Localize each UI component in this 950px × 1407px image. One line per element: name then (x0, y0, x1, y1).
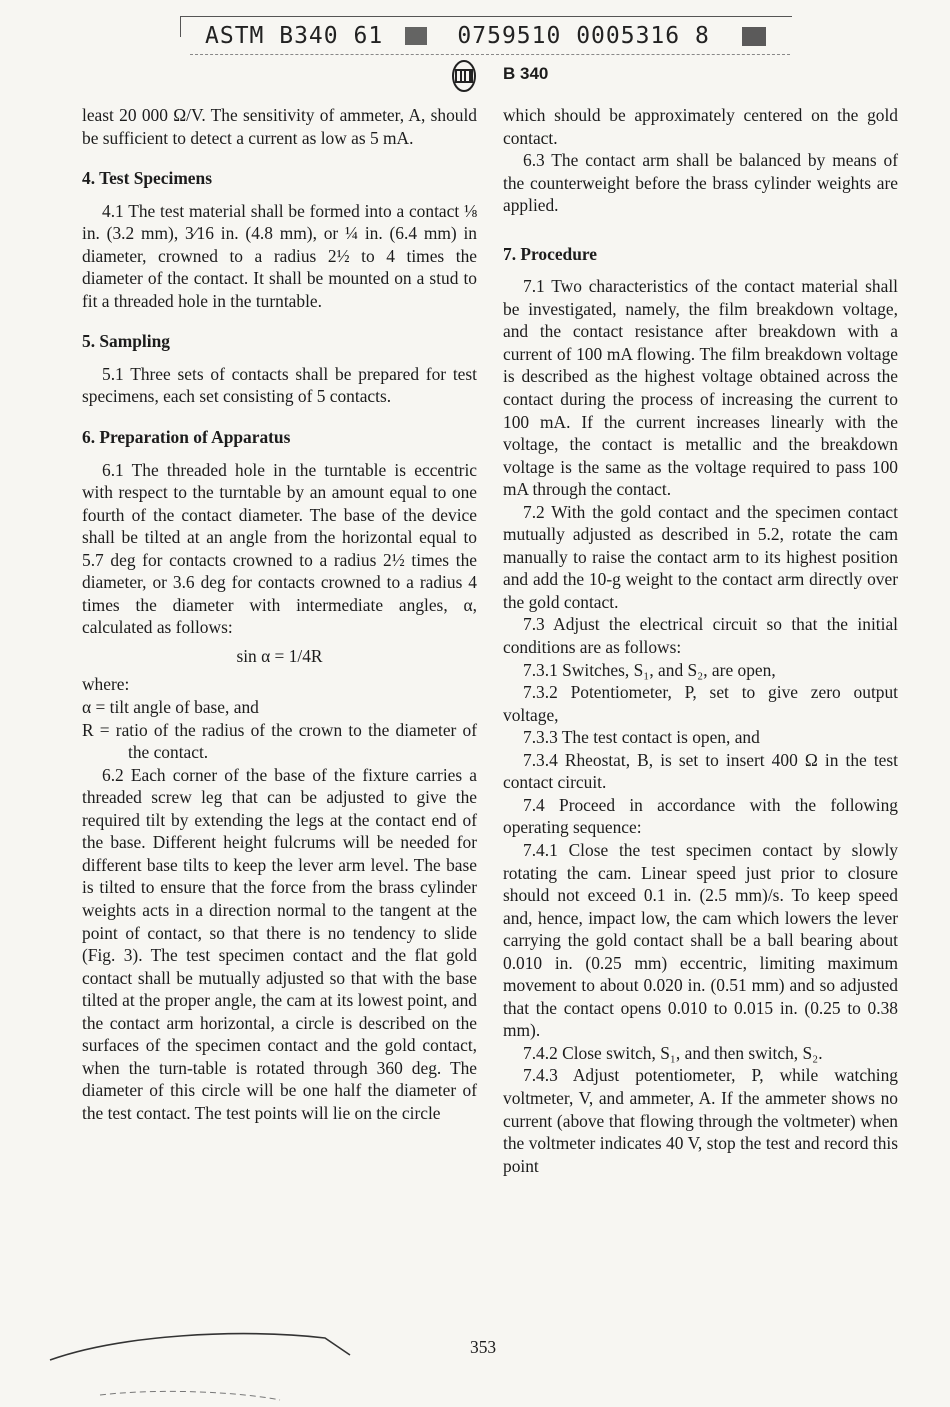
paragraph-7-4-3: 7.4.3 Adjust potentiometer, P, while watching voltmeter, V, and ammeter, A. If the ammeter shows no current (above that flowing through the voltmeter) when the voltmeter indicates 40 V, stop the test and record this point (503, 1065, 898, 1176)
heading-sampling: 5. Sampling (82, 331, 170, 352)
paragraph-7-4-2: 7.4.2 Close switch, S₁, and then switch, S₂. (523, 1042, 823, 1063)
where-label: where: (82, 674, 130, 695)
scan-artifact-curve (40, 1320, 370, 1405)
paragraph-continued: which should be approximately centered on the gold contact. (503, 105, 898, 148)
definition-alpha: α = tilt angle of base, and (82, 697, 259, 718)
definition-r: R = ratio of the radius of the crown to the diameter of the contact. (82, 719, 477, 763)
paragraph-7-2: 7.2 With the gold contact and the specimen contact mutually adjusted as described in 5.2, rotate the cam manually to raise the contact arm to its highest position and add the 10-g weight to the contact arm directly over the gold contact. (503, 501, 898, 612)
barcode-blot (405, 27, 427, 45)
paragraph-7-3-2: 7.3.2 Potentiometer, P, set to give zero output voltage, (503, 682, 898, 725)
paragraph-7-3-3: 7.3.3 The test contact is open, and (523, 727, 760, 748)
page-number: 353 (470, 1337, 497, 1357)
scan-code-part2: 0759510 0005316 8 (457, 23, 710, 49)
equation: sin α = 1/4R (236, 645, 323, 666)
astm-logo-icon (443, 60, 485, 92)
right-column (503, 104, 898, 1177)
paragraph-7-4: 7.4 Proceed in accordance with the following operating sequence: (503, 794, 898, 838)
heading-procedure: 7. Procedure (503, 243, 598, 264)
scan-rule (190, 54, 790, 56)
paragraph-7-3: 7.3 Adjust the electrical circuit so that the initial conditions are as follows: (503, 614, 898, 658)
paragraph-7-3-1: 7.3.1 Switches, S₁, and S₂, are open, (523, 659, 776, 680)
paragraph-6-2: 6.2 Each corner of the base of the fixture carries a threaded screw leg that can be adjusted to give the required tilt by extending the legs at the contact end of the base. Different height fulcrums will be needed for different base tilts to keep the lever arm level. The base is tilted to ensure that the force from the brass cylinder weights acts in a direction normal to the tangent at the point of contact, so that there is no tendency to slide (Fig. 3). The test specimen contact and the flat gold contact shall be mutually adjusted so that with the base tilted at the proper angle, the cam at its lowest point, and the contact arm horizontal, a circle is described on the surfaces of the specimen contact and the gold contact, when the turn-table is rotated through 360 deg. The diameter of this circle will be one half the diameter of the test contact. The test points will lie on the circle (82, 764, 477, 1123)
paragraph-6-1: 6.1 The threaded hole in the turntable is eccentric with respect to the turntable by an amount equal to one fourth of the contact diameter. The base of the device shall be tilted at an angle from the horizontal equal to 5.7 deg for contacts crowned to a radius 2½ times the diameter, or 3.6 deg for contacts crowned to a radius 4 times the diameter with intermediate angles, α, calculated as follows: (82, 459, 477, 638)
heading-preparation-of-apparatus: 6. Preparation of Apparatus (82, 427, 291, 448)
paragraph-7-3-4: 7.3.4 Rheostat, B, is set to insert 400 Ω in the test contact circuit. (503, 749, 898, 793)
paragraph-6-3: 6.3 The contact arm shall be balanced by means of the counterweight before the brass cylinder weights are applied. (503, 150, 898, 216)
paragraph-7-1: 7.1 Two characteristics of the contact material shall be investigated, namely, the film breakdown voltage, and the contact resistance after breakdown with a current of 100 mA flowing. The film breakdown voltage is described as the highest voltage obtained across the contact during the process of increasing the current to 100 mA. If the current increases linearly with the voltage, the contact is metallic and the breakdown voltage is the same as the voltage required to pass 100 mA through the contact. (503, 276, 898, 500)
standard-number: B 340 (503, 64, 549, 83)
paragraph-7-4-1: 7.4.1 Close the test specimen contact by slowly rotating the cam. Linear speed just prior to closure should not exceed 0.1 in. (2.5 mm)/s. To keep speed and, hence, impact low, the cam which lowers the lever carrying the gold contact shall be a ball bearing about 0.010 in. (0.25 mm) eccentric, limiting maximum movement to about 0.020 in. (0.51 mm) and so adjusted that the contact opens 0.010 to 0.015 in. (0.25 to 0.38 mm). (503, 839, 898, 1041)
heading-test-specimens: 4. Test Specimens (82, 168, 212, 189)
paragraph-5-1: 5.1 Three sets of contacts shall be prepared for test specimens, each set consisting of 5 contacts. (82, 363, 477, 407)
paragraph-4-1: 4.1 The test material shall be formed into a contact ⅛ in. (3.2 mm), 3⁄16 in. (4.8 mm), or ¼ in. (6.4 mm) in diameter, crowned to a radius 2½ to 4 times the diameter of the contact. It shall be mounted on a stud to fit a threaded hole in the turntable. (82, 200, 477, 311)
barcode-blot (742, 27, 766, 46)
scan-code-part1: ASTM B340 61 (205, 23, 384, 49)
left-column (82, 104, 477, 1124)
scan-code (205, 23, 710, 49)
paragraph-intro: least 20 000 Ω/V. The sensitivity of ammeter, A, should be sufficient to detect a current as low as 5 mA. (82, 105, 477, 148)
